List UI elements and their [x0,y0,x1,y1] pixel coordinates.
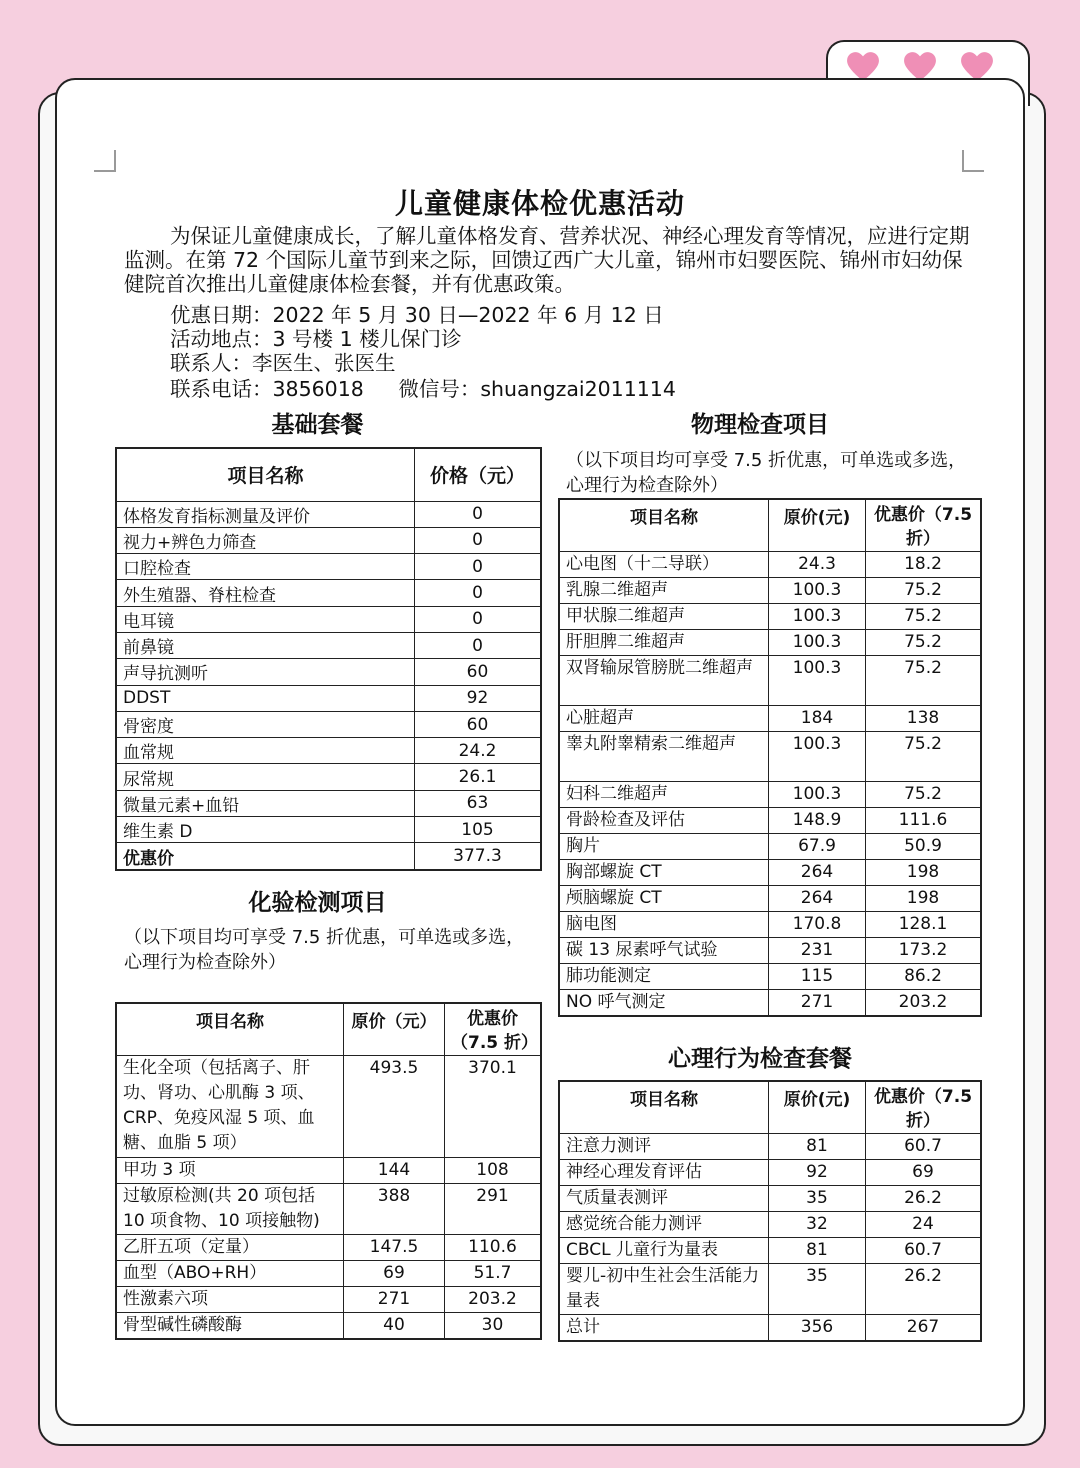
total-label: 优惠价 [116,843,415,870]
table-row [559,938,981,964]
item-orig-price: 100.3 [769,782,866,808]
item-name: 血常规 [116,738,415,764]
item-disc-price: 26.2 [866,1186,982,1212]
item-disc-price: 75.2 [866,604,982,630]
item-orig-price: 35 [769,1186,866,1212]
item-orig-price: 264 [769,860,866,886]
table-row [559,1160,981,1186]
item-name: 外生殖器、脊柱检查 [116,580,415,606]
item-name: 睾丸附睾精索二维超声 [559,732,769,782]
table-row [116,711,541,737]
item-name: 过敏原检测(共 20 项包括 10 项食物、10 项接触物) [116,1184,344,1235]
item-orig-price: 100.3 [769,578,866,604]
item-name: 骨型碱性磷酸酶 [116,1313,344,1340]
item-disc-price: 291 [445,1184,542,1235]
item-price: 26.1 [415,764,542,790]
phone-line [170,372,676,402]
table-row [559,990,981,1017]
table-row [116,790,541,816]
item-name: 体格发育指标测量及评价 [116,501,415,527]
item-orig-price: 100.3 [769,656,866,706]
item-name: 前鼻镜 [116,632,415,658]
item-orig-price: 24.3 [769,552,866,578]
table-row [116,764,541,790]
item-orig-price: 67.9 [769,834,866,860]
item-disc-price: 69 [866,1160,982,1186]
table-row [559,834,981,860]
table-row [559,808,981,834]
total-row [116,843,541,870]
intro-paragraph: 为保证儿童健康成长，了解儿童体格发育、营养状况、神经心理发育等情况，应进行定期监测。在第 72 个国际儿童节到来之际，回馈辽西广大儿童，锦州市妇婴医院、锦州市妇幼保健院首次推出儿童健康体检套餐，并有优惠政策。 [124,224,970,296]
col-header: 优惠价（7.5 折） [866,499,982,552]
table-row [116,501,541,527]
table-row [559,578,981,604]
item-disc-price: 370.1 [445,1056,542,1158]
item-orig-price: 271 [769,990,866,1017]
contact-phone: 联系电话：3856018 [170,377,364,401]
item-name: 肝胆脾二维超声 [559,630,769,656]
item-disc-price: 51.7 [445,1261,542,1287]
item-orig-price: 100.3 [769,630,866,656]
item-name: 碳 13 尿素呼气试验 [559,938,769,964]
table-row [559,1186,981,1212]
col-header: 项目名称 [559,499,769,552]
item-disc-price: 198 [866,886,982,912]
item-orig-price: 493.5 [344,1056,445,1158]
item-disc-price: 30 [445,1313,542,1340]
table-row [559,656,981,706]
table-row [559,604,981,630]
corner-mark [962,150,984,172]
item-name: 甲功 3 项 [116,1158,344,1184]
item-orig-price: 388 [344,1184,445,1235]
item-disc-price: 203.2 [445,1287,542,1313]
item-disc-price: 60.7 [866,1238,982,1264]
lab-table [115,1002,542,1340]
table-row [116,738,541,764]
item-price: 60 [415,659,542,685]
item-orig-price: 81 [769,1134,866,1160]
table-row [116,580,541,606]
item-name: 颅脑螺旋 CT [559,886,769,912]
table-row [116,1313,541,1340]
item-name: NO 呼气测定 [559,990,769,1017]
col-header: 原价（元） [344,1003,445,1056]
item-orig-price: 40 [344,1313,445,1340]
item-disc-price: 110.6 [445,1235,542,1261]
col-header: 项目名称 [116,1003,344,1056]
item-orig-price: 147.5 [344,1235,445,1261]
item-orig-price: 100.3 [769,604,866,630]
item-price: 92 [415,685,542,711]
table-row [559,1212,981,1238]
item-name: 血型（ABO+RH） [116,1261,344,1287]
item-price: 0 [415,606,542,632]
item-name: 声导抗测听 [116,659,415,685]
item-name: 总计 [559,1315,769,1342]
item-orig-price: 100.3 [769,732,866,782]
item-name: 骨龄检查及评估 [559,808,769,834]
table-row [559,1238,981,1264]
item-disc-price: 111.6 [866,808,982,834]
item-price: 63 [415,790,542,816]
item-orig-price: 231 [769,938,866,964]
item-name: 口腔检查 [116,554,415,580]
contact-person: 联系人：李医生、张医生 [170,351,396,375]
table-row [116,817,541,843]
item-price: 0 [415,554,542,580]
table-row [559,706,981,732]
item-name: 骨密度 [116,711,415,737]
item-orig-price: 264 [769,886,866,912]
item-price: 24.2 [415,738,542,764]
item-name: 婴儿-初中生社会生活能力量表 [559,1264,769,1315]
col-header: 原价(元) [769,499,866,552]
item-name: 心电图（十二导联） [559,552,769,578]
table-row [559,1264,981,1315]
table-row [559,552,981,578]
physical-heading: 物理检查项目 [691,412,829,438]
item-disc-price: 50.9 [866,834,982,860]
item-orig-price: 184 [769,706,866,732]
item-name: 尿常规 [116,764,415,790]
item-disc-price: 18.2 [866,552,982,578]
item-orig-price: 69 [344,1261,445,1287]
item-price: 0 [415,580,542,606]
lab-note: （以下项目均可享受 7.5 折优惠，可单选或多选，心理行为检查除外） [124,927,525,973]
table-row [559,732,981,782]
table-row [116,1184,541,1235]
item-name: 维生素 D [116,817,415,843]
table-row [116,1056,541,1158]
table-row [116,606,541,632]
total-price: 377.3 [415,843,542,870]
item-name: 乙肝五项（定量） [116,1235,344,1261]
item-name: 视力+辨色力筛查 [116,527,415,553]
table-row [559,912,981,938]
item-name: 双肾输尿管膀胱二维超声 [559,656,769,706]
item-name: 神经心理发育评估 [559,1160,769,1186]
table-row [116,659,541,685]
table-row [116,1158,541,1184]
item-disc-price: 75.2 [866,656,982,706]
table-row [116,527,541,553]
item-disc-price: 75.2 [866,782,982,808]
total-row [559,1315,981,1342]
item-disc-price: 24 [866,1212,982,1238]
item-name: 妇科二维超声 [559,782,769,808]
wechat-id: 微信号：shuangzai2011114 [398,377,676,401]
table-row [559,886,981,912]
item-name: 电耳镜 [116,606,415,632]
physical-table [558,498,982,1017]
table-row [559,782,981,808]
item-disc-price: 108 [445,1158,542,1184]
item-disc-price: 75.2 [866,578,982,604]
item-disc-price: 86.2 [866,964,982,990]
item-name: 气质量表测评 [559,1186,769,1212]
item-orig-price: 81 [769,1238,866,1264]
psych-heading: 心理行为检查套餐 [668,1046,852,1072]
item-name: 甲状腺二维超声 [559,604,769,630]
item-orig-price: 115 [769,964,866,990]
table-row [116,1261,541,1287]
item-disc-price: 60.7 [866,1134,982,1160]
item-name: 肺功能测定 [559,964,769,990]
basic-table [115,447,542,871]
col-header: 项目名称 [116,448,415,501]
table-row [116,632,541,658]
item-name: 感觉统合能力测评 [559,1212,769,1238]
item-name: 心脏超声 [559,706,769,732]
table-row [559,1134,981,1160]
item-orig-price: 170.8 [769,912,866,938]
item-name: 微量元素+血铅 [116,790,415,816]
item-price: 60 [415,711,542,737]
item-orig-price: 356 [769,1315,866,1342]
corner-mark [94,150,116,172]
lab-heading: 化验检测项目 [248,890,387,916]
item-orig-price: 271 [344,1287,445,1313]
item-disc-price: 173.2 [866,938,982,964]
intro-block [124,224,976,296]
table-row [116,1287,541,1313]
item-disc-price: 26.2 [866,1264,982,1315]
item-price: 0 [415,527,542,553]
promo-date: 优惠日期：2022 年 5 月 30 日—2022 年 6 月 12 日 [170,303,664,327]
item-disc-price: 75.2 [866,630,982,656]
item-name: 生化全项（包括离子、肝功、肾功、心肌酶 3 项、CRP、免疫风湿 5 项、血糖、血脂 5 项） [116,1056,344,1158]
item-disc-price: 198 [866,860,982,886]
item-name: 胸部螺旋 CT [559,860,769,886]
item-name: 乳腺二维超声 [559,578,769,604]
table-row [116,554,541,580]
item-disc-price: 267 [866,1315,982,1342]
table-row [559,630,981,656]
physical-note: （以下项目均可享受 7.5 折优惠，可单选或多选，心理行为检查除外） [566,450,967,496]
item-disc-price: 75.2 [866,732,982,782]
col-header: 优惠价（7.5 折） [445,1003,542,1056]
item-orig-price: 32 [769,1212,866,1238]
item-disc-price: 203.2 [866,990,982,1017]
item-orig-price: 35 [769,1264,866,1315]
item-price: 0 [415,501,542,527]
item-disc-price: 138 [866,706,982,732]
item-name: 脑电图 [559,912,769,938]
table-row [116,1235,541,1261]
col-header: 优惠价（7.5 折） [866,1081,982,1134]
item-name: DDST [116,685,415,711]
item-name: CBCL 儿童行为量表 [559,1238,769,1264]
col-header: 原价(元) [769,1081,866,1134]
basic-heading: 基础套餐 [271,412,364,438]
table-row [559,964,981,990]
item-orig-price: 144 [344,1158,445,1184]
col-header: 价格（元） [415,448,542,501]
event-location: 活动地点：3 号楼 1 楼儿保门诊 [170,327,462,351]
item-orig-price: 148.9 [769,808,866,834]
page-title: 儿童健康体检优惠活动 [394,187,685,220]
col-header: 项目名称 [559,1081,769,1134]
table-row [116,685,541,711]
item-name: 性激素六项 [116,1287,344,1313]
item-orig-price: 92 [769,1160,866,1186]
psych-table [558,1080,982,1342]
item-disc-price: 128.1 [866,912,982,938]
item-name: 胸片 [559,834,769,860]
table-row [559,860,981,886]
item-price: 0 [415,632,542,658]
item-price: 105 [415,817,542,843]
item-name: 注意力测评 [559,1134,769,1160]
